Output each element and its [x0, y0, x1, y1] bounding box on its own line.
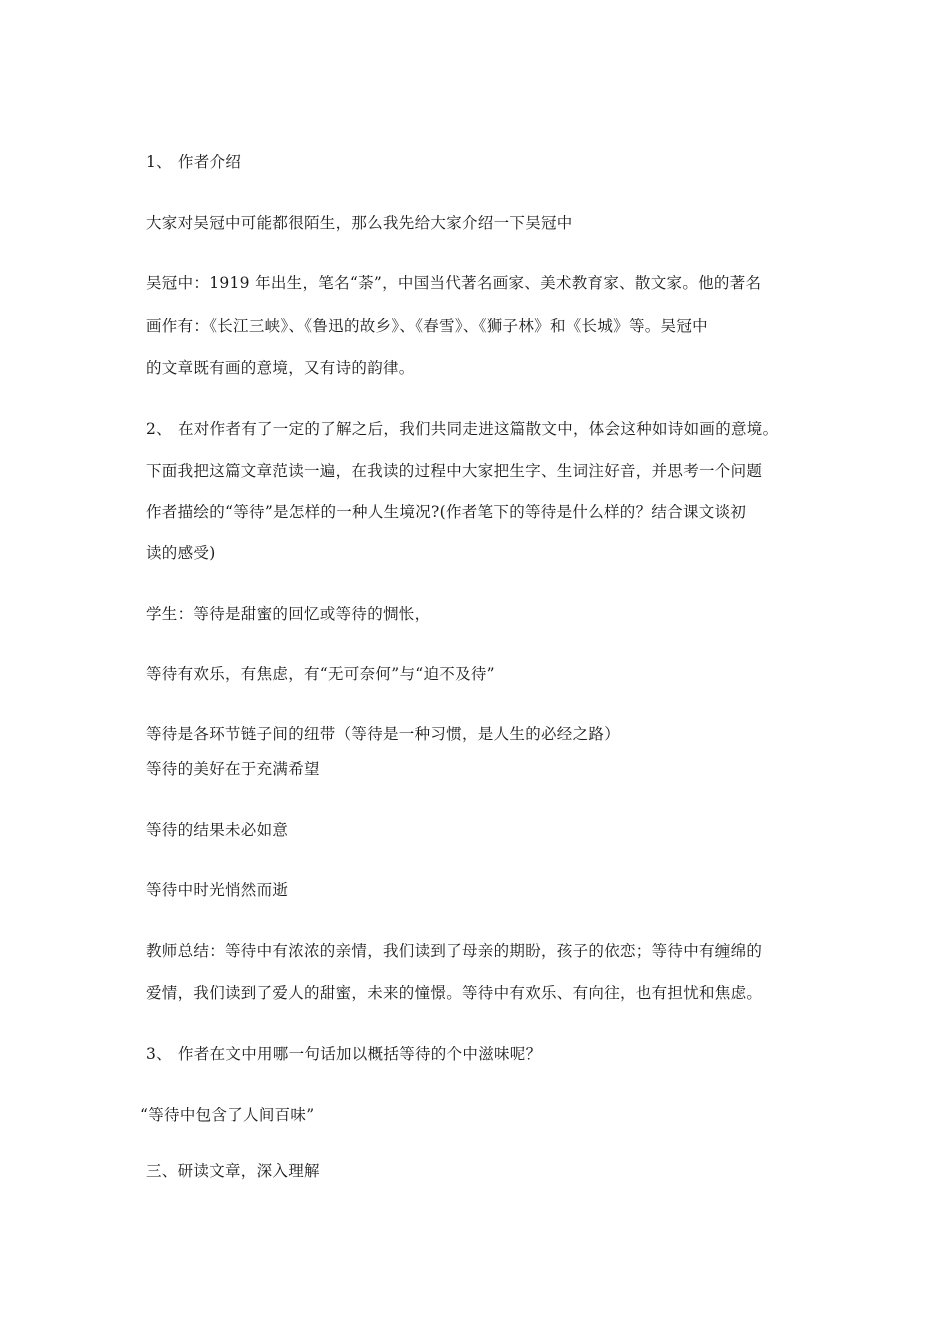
section-2-text-1: 在对作者有了一定的了解之后，我们共同走进这篇散文中，体会这种如诗如画的意境。 — [178, 420, 779, 438]
intro-paragraph: 大家对吴冠中可能都很陌生，那么我先给大家介绍一下吴冠中 — [146, 214, 573, 232]
wait-point-1: 等待有欢乐，有焦虑，有“无可奈何”与“迫不及待” — [146, 665, 495, 683]
key-quote: “等待中包含了人间百味” — [140, 1106, 315, 1124]
section-3-line — [146, 1044, 541, 1064]
part-3-heading: 三、研读文章，深入理解 — [146, 1162, 320, 1180]
wait-point-4: 等待的结果未必如意 — [146, 821, 289, 839]
bio-line-1: 吴冠中：1919 年出生，笔名“荼”，中国当代著名画家、美术教育家、散文家。他的著名 — [146, 274, 762, 292]
section-3-question: 作者在文中用哪一句话加以概括等待的个中滋味呢？ — [178, 1045, 542, 1063]
section-2-line-3: 作者描绘的“等待”是怎样的一种人生境况?(作者笔下的等待是什么样的？结合课文谈初 — [146, 503, 747, 521]
wait-point-2: 等待是各环节链子间的纽带（等待是一种习惯，是人生的必经之路） — [146, 725, 621, 743]
section-1-title: 作者介绍 — [178, 153, 242, 171]
teacher-summary-line-1: 教师总结：等待中有浓浓的亲情，我们读到了母亲的期盼，孩子的依恋；等待中有缠绵的 — [146, 942, 763, 960]
bio-line-3: 的文章既有画的意境，又有诗的韵律。 — [146, 359, 415, 377]
wait-point-5: 等待中时光悄然而逝 — [146, 881, 289, 899]
teacher-summary-line-2: 爱情，我们读到了爱人的甜蜜，未来的憧憬。等待中有欢乐、有向往，也有担忧和焦虑。 — [146, 984, 763, 1002]
student-answer: 学生：等待是甜蜜的回忆或等待的惆怅， — [146, 605, 431, 623]
section-2-number: 2、 — [146, 420, 172, 438]
bio-line-2: 画作有：《长江三峡》、《鲁迅的故乡》、《春雪》、《狮子林》和《长城》等。吴冠中 — [146, 317, 708, 335]
section-2-line-1 — [146, 419, 778, 439]
section-1-heading — [146, 152, 241, 172]
section-1-number: 1、 — [146, 153, 172, 171]
section-2-line-4: 读的感受) — [146, 544, 216, 562]
section-3-number: 3、 — [146, 1045, 172, 1063]
wait-point-3: 等待的美好在于充满希望 — [146, 760, 320, 778]
section-2-line-2: 下面我把这篇文章范读一遍，在我读的过程中大家把生字、生词注好音，并思考一个问题 — [146, 462, 763, 480]
